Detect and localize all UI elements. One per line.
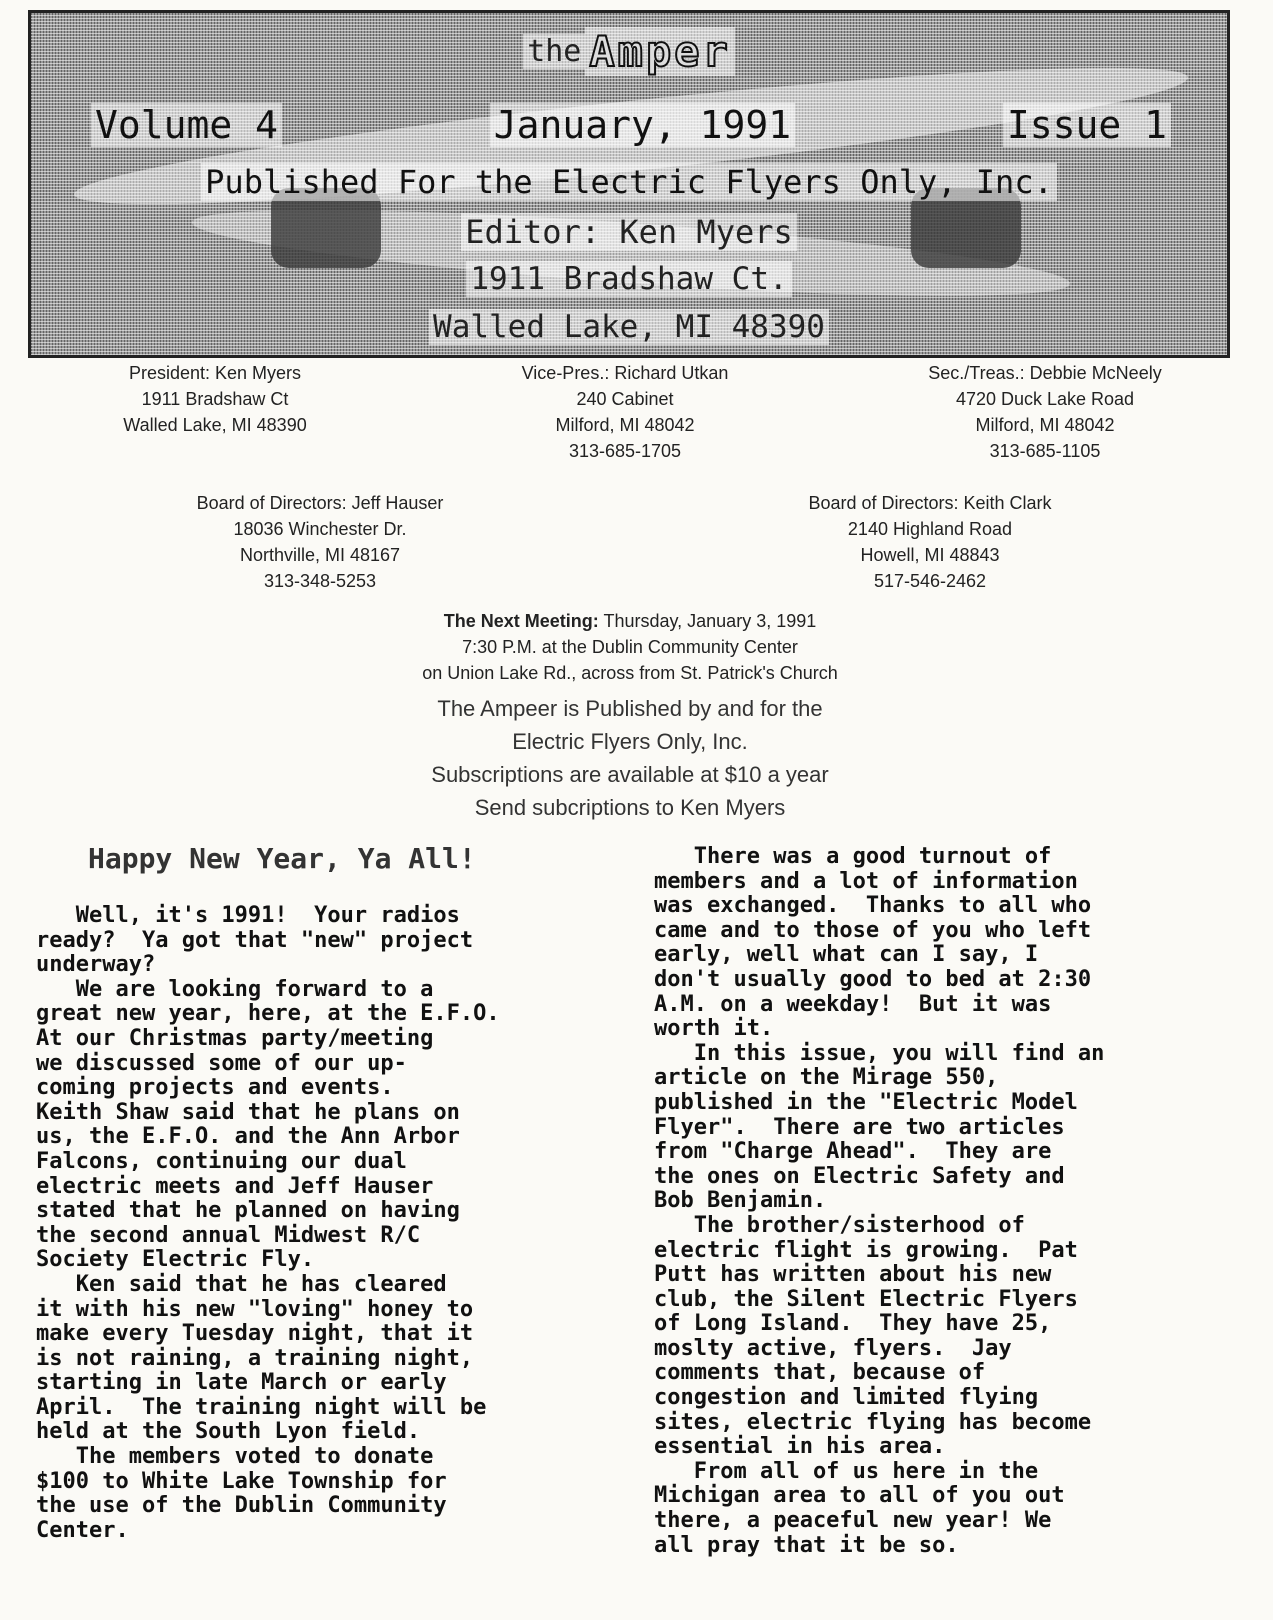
editor-street: 1911 Bradshaw Ct. [31, 261, 1227, 297]
board-director-clark: Board of Directors: Keith Clark 2140 Highland Road Howell, MI 48843 517-546-2462 [808, 493, 1052, 591]
meeting-time-place: 7:30 P.M. at the Dublin Community Center [462, 637, 798, 657]
title-name: Amper [585, 27, 734, 76]
article-headline: Happy New Year, Ya All! [88, 842, 476, 875]
volume-number: Volume 4 [91, 103, 282, 147]
volume-row [91, 103, 1171, 147]
board-director-hauser: Board of Directors: Jeff Hauser 18036 Winchester Dr. Northville, MI 48167 313-348-5253 [196, 493, 444, 591]
issue-date: January, 1991 [490, 103, 795, 147]
article-column-right: There was a good turnout of members and a lot of information was exchanged. Thanks to all who came and to those of you who left early, well what can I say, I don't usually good to bed at 2:30 A.M. on a weekday! But it was worth it. In this issue, you will find an article on the Mirage 550, published in the "Electric Model Flyer". There are two articles from "Charge Ahead". They are the ones on Electric Safety and Bob Benjamin. The brother/sisterhood of electric flight is growing. Pat Putt has written about his new club, the Silent Electric Flyers of Long Island. They have 25, moslty active, flyers. Jay comments that, because of congestion and limited flying sites, electric flying has become essential in his area. From all of us here in the Michigan area to all of you out there, a peaceful new year! We all pray that it be so. [654, 844, 1105, 1558]
masthead-banner [28, 10, 1230, 358]
newsletter-title [31, 27, 1227, 76]
published-for: Published For the Electric Flyers Only, Inc. [31, 163, 1227, 201]
editor-city: Walled Lake, MI 48390 [31, 309, 1227, 345]
meeting-label: The Next Meeting: [443, 611, 599, 631]
officer-president: President: Ken Myers 1911 Bradshaw Ct Walled Lake, MI 48390 [123, 363, 307, 435]
subscription-info: The Ampeer is Published by and for the Electric Flyers Only, Inc. Subscriptions are available at $10 a year Send subcriptions to Ken Myers [431, 696, 829, 820]
meeting-location: on Union Lake Rd., across from St. Patrick's Church [422, 663, 838, 683]
title-the: the [523, 34, 585, 69]
meeting-date: Thursday, January 3, 1991 [603, 611, 817, 631]
article-column-left: Well, it's 1991! Your radios ready? Ya got that "new" project underway? We are looking forward to a great new year, here, at the E.F.O. At our Christmas party/meeting we discussed some of our up- coming projects and events. Keith Shaw said that he plans on us, the E.F.O. and the Ann Arbor Falcons, continuing our dual electric meets and Jeff Hauser stated that he planned on having the second annual Midwest R/C Society Electric Fly. Ken said that he has cleared it with his new "loving" honey to make every Tuesday night, that it is not raining, a training night, starting in late March or early April. The training night will be held at the South Lyon field. The members voted to donate $100 to White Lake Township for the use of the Dublin Community Center. [36, 903, 500, 1543]
issue-number: Issue 1 [1003, 103, 1171, 147]
officer-secretary-treasurer: Sec./Treas.: Debbie McNeely 4720 Duck Lake Road Milford, MI 48042 313-685-1105 [928, 363, 1162, 461]
next-meeting-info [330, 608, 930, 686]
officer-vice-president: Vice-Pres.: Richard Utkan 240 Cabinet Milford, MI 48042 313-685-1705 [521, 363, 729, 461]
editor-line: Editor: Ken Myers [31, 213, 1227, 251]
